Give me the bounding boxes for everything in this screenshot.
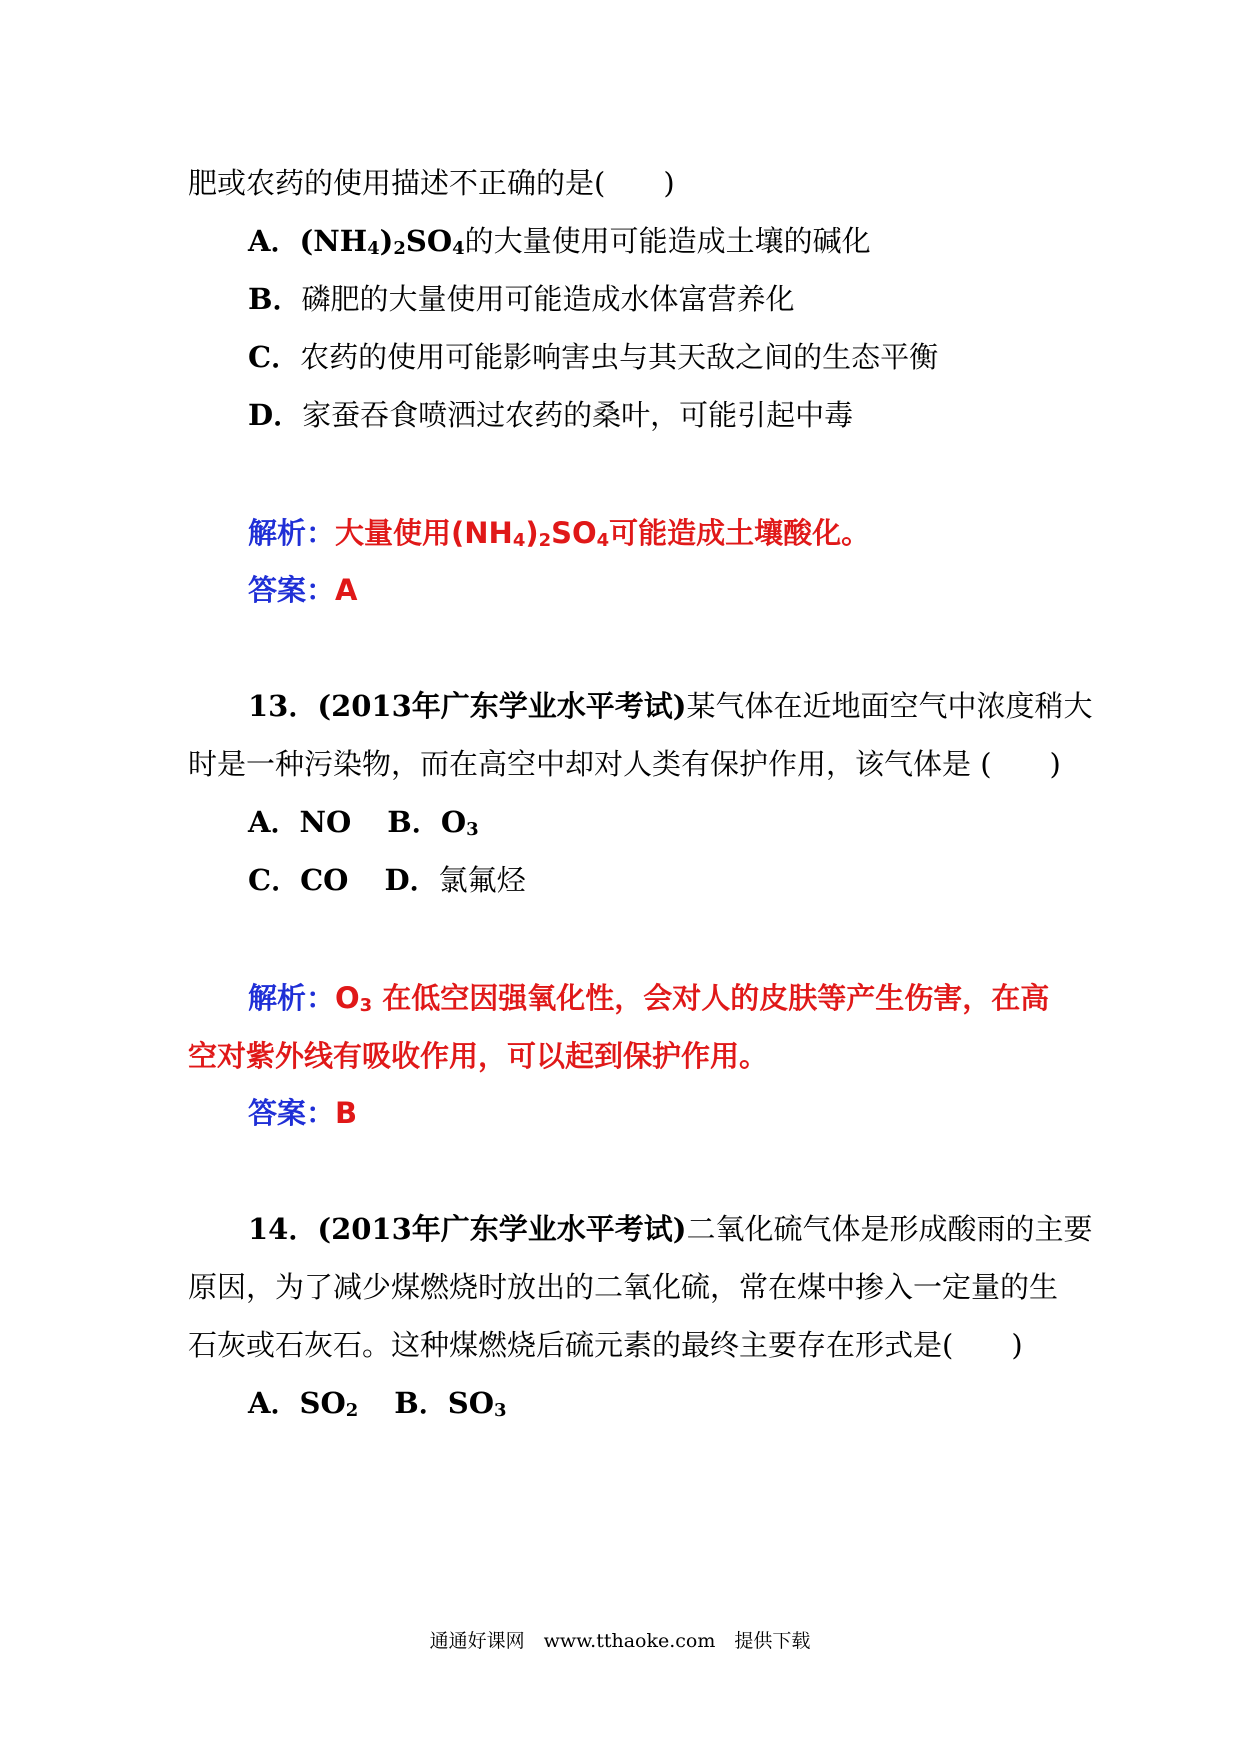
q13-stem-line1: 13．(2013年广东学业水平考试)某气体在近地面空气中浓度稍大 [248,689,1093,723]
q13-stem-line2: 时是一种污染物，而在高空中却对人类有保护作用，该气体是 ( ) [188,747,1061,781]
q13-analysis-line2: 空对紫外线有吸收作用，可以起到保护作用。 [188,1039,769,1073]
q12-stem-end: 肥或农药的使用描述不正确的是( ) [188,166,675,200]
q12-analysis: 解析：大量使用$(NH_4)_2SO_4$可能造成土壤酸化。 [248,516,871,552]
q12-answer: 答案：A [248,573,358,607]
q13-options-cd: C．CO D．氯氟烃 [248,863,526,897]
q12-option-d: D．家蚕吞食喷洒过农药的桑叶，可能引起中毒 [248,398,854,432]
q12-option-c: C．农药的使用可能影响害虫与其天敌之间的生态平衡 [248,340,939,374]
q14-options-ab: A．$SO_2$ B．$SO_3$ [248,1386,507,1422]
q13-answer: 答案：B [248,1096,358,1130]
q14-stem-line1: 14．(2013年广东学业水平考试)二氧化硫气体是形成酸雨的主要 [248,1212,1093,1246]
q13-options-ab: A．NO B．$O_3$ [248,805,479,841]
q14-stem-line3: 石灰或石灰石。这种煤燃烧后硫元素的最终主要存在形式是( ) [188,1328,1023,1362]
q14-stem-line2: 原因，为了减少煤燃烧时放出的二氧化硫，常在煤中掺入一定量的生 [188,1270,1059,1304]
q13-analysis-line1: 解析：$O_3$ 在低空因强氧化性，会对人的皮肤等产生伤害，在高 [248,981,1050,1017]
page-footer: 通通好课网 www.tthaoke.com 提供下载 [429,1630,811,1652]
q12-option-a: A．$(NH_4)_2SO_4$的大量使用可能造成土壤的碱化 [248,224,871,260]
q12-option-b: B．磷肥的大量使用可能造成水体富营养化 [248,282,795,316]
